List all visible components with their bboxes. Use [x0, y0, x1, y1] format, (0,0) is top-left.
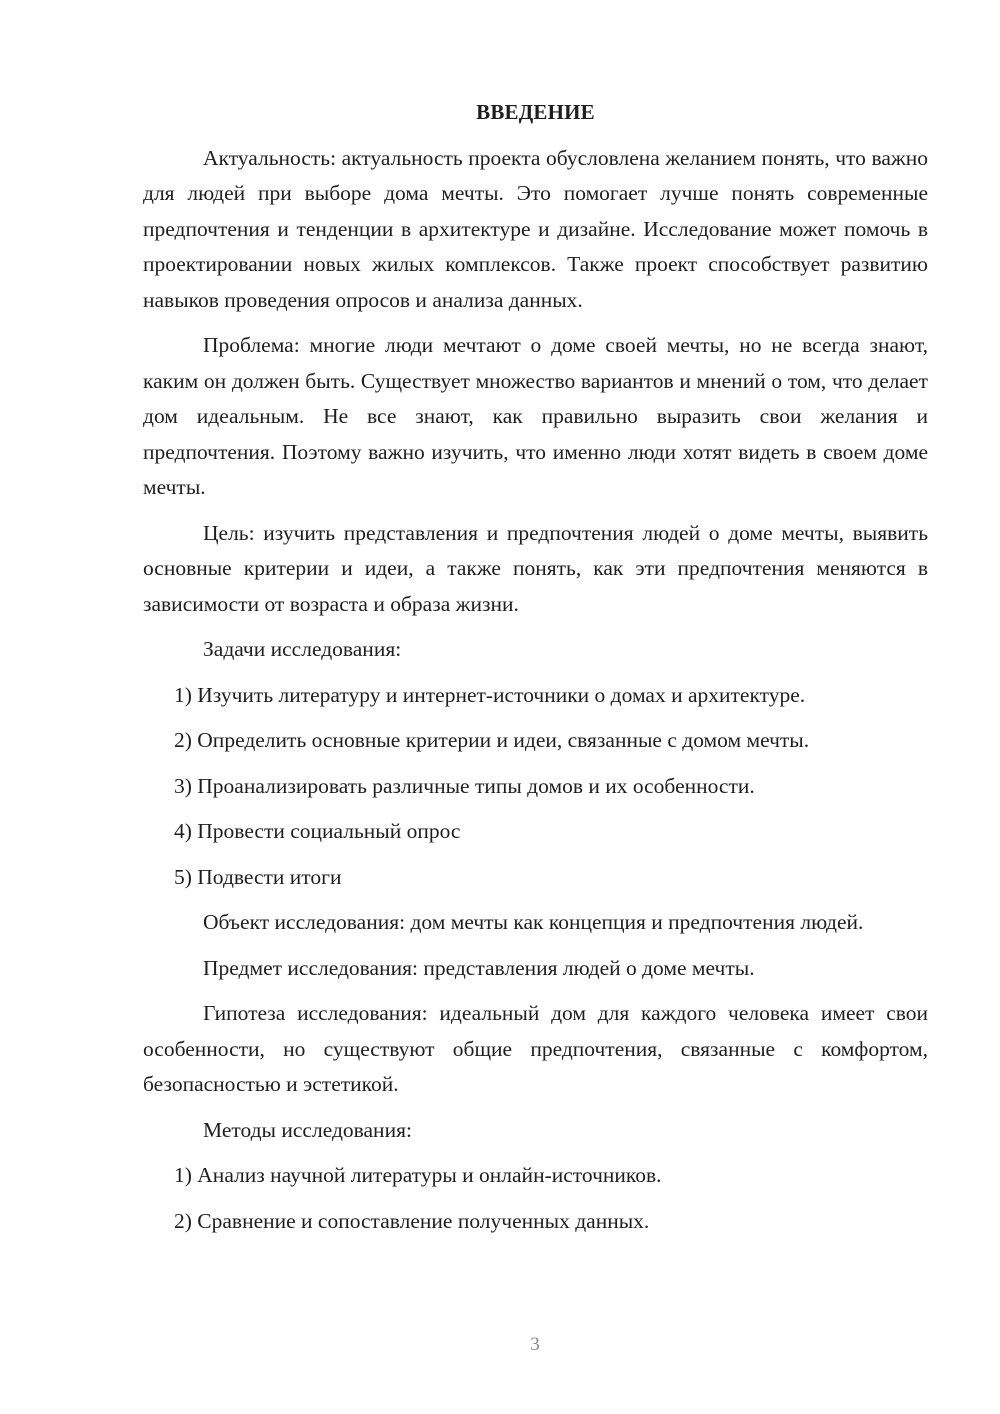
- task-item-4: 4) Провести социальный опрос: [174, 819, 461, 843]
- task-item-5: 5) Подвести итоги: [174, 864, 342, 889]
- goal-paragraph: Цель: изучить представления и предпочтения людей о доме мечты, выявить основные критерии и идеи, а также понять, как эти предпочтения меняются в зависимости от возраста и образа жизни.: [143, 520, 928, 616]
- document-page: [143, 95, 928, 1249]
- methods-label: Методы исследования:: [203, 1117, 412, 1142]
- section-heading: ВВЕДЕНИЕ: [476, 100, 595, 124]
- object-paragraph: Объект исследования: дом мечты как концепция и предпочтения людей.: [203, 910, 864, 934]
- task-item-3: 3) Проанализировать различные типы домов и их особенности.: [174, 773, 755, 798]
- task-item-1: 1) Изучить литературу и интернет-источники о домах и архитектуре.: [174, 682, 806, 707]
- tasks-label: Задачи исследования:: [203, 637, 402, 661]
- subject-paragraph: Предмет исследования: представления людей о доме мечты.: [203, 955, 755, 980]
- relevance-paragraph: Актуальность: актуальность проекта обусловлена желанием понять, что важно для людей при выборе дома мечты. Это помогает лучше понять современные предпочтения и тенденции в архитектуре и дизайне. Исследование может помочь в проектировании новых жилых комплексов. Также проект способствует развитию навыков проведения опросов и анализа данных.: [143, 145, 928, 312]
- problem-paragraph: Проблема: многие люди мечтают о доме своей мечты, но не всегда знают, каким он должен быть. Существует множество вариантов и мнений о том, что делает дом идеальным. Не все знают, как правильно выразить свои желания и предпочтения. Поэтому важно изучить, что именно люди хотят видеть в своем доме мечты.: [143, 333, 928, 499]
- page-number: 3: [530, 1334, 540, 1355]
- method-item-2: 2) Сравнение и сопоставление полученных данных.: [174, 1208, 650, 1233]
- hypothesis-paragraph: Гипотеза исследования: идеальный дом для каждого человека имеет свои особенности, но существуют общие предпочтения, связанные с комфортом, безопасностью и эстетикой.: [143, 1001, 928, 1096]
- method-item-1: 1) Анализ научной литературы и онлайн-источников.: [174, 1163, 662, 1187]
- task-item-2: 2) Определить основные критерии и идеи, связанные с домом мечты.: [174, 728, 810, 752]
